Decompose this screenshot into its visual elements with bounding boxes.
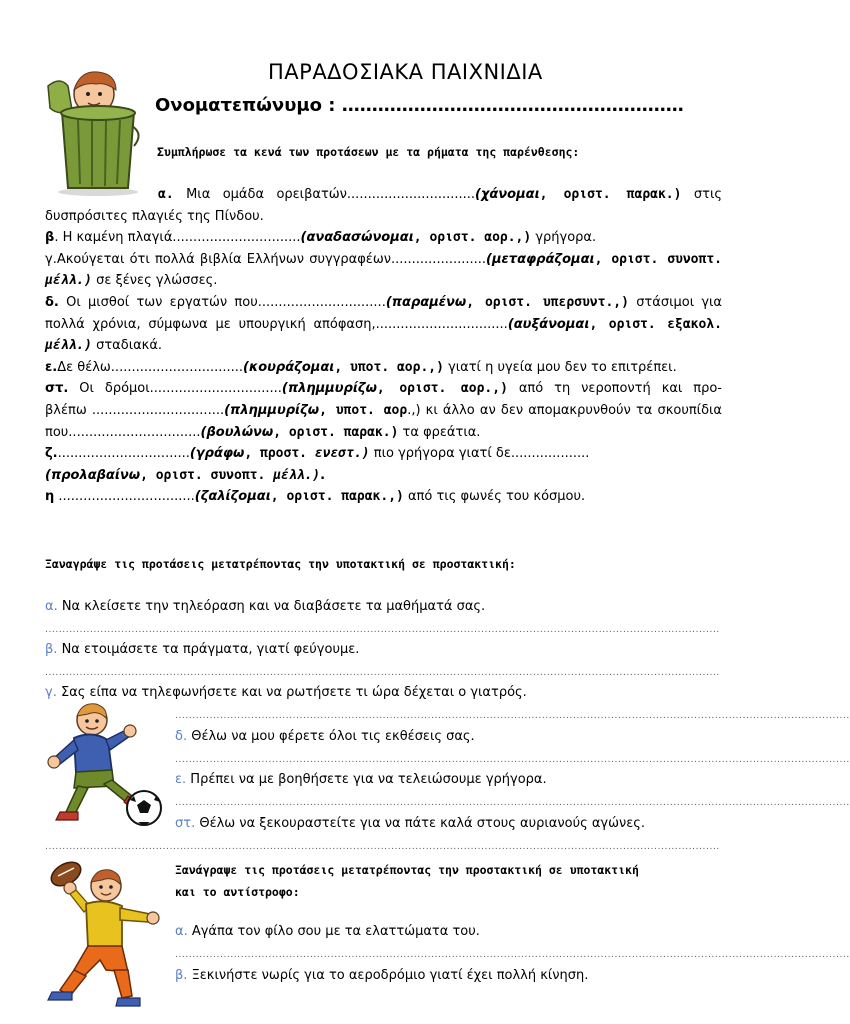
name-dots: ………………………………………………… xyxy=(341,95,684,116)
boy-kicking-ball-icon xyxy=(44,700,166,832)
answer-line[interactable]: ................................................................................................................................................................................................... xyxy=(45,668,720,678)
sentence-c-line1: γ.Ακούγεται ότι πολλά βιβλία Ελλήνων συγγραφέων.......................(μεταφράζομαι, οριστ. συνοπτ. xyxy=(45,251,722,267)
sentence-c-line2: μέλλ.) σε ξένες γλώσσες. xyxy=(45,273,218,289)
section2-instruction: Ξαναγράψε τις προτάσεις μετατρέποντας την υποτακτική σε προστακτική: xyxy=(45,557,516,571)
sentence-z-line1: ζ.................................(γράφω, προστ. ενεστ.) πιο γρήγορα γιατί δε................... xyxy=(45,446,590,462)
s2-item-b: β. Να ετοιμάσετε τα πράγματα, γιατί φεύγουμε. xyxy=(45,642,360,657)
section1-instruction: Συμπλήρωσε τα κενά των προτάσεων με τα ρήματα της παρένθεσης: xyxy=(157,145,580,159)
sentence-d-line1: δ. Οι μισθοί των εργατών που...............................(παραμένω, οριστ. υπερσυντ.,) στάσιμοι για xyxy=(45,294,722,310)
s2-item-c: γ. Σας είπα να τηλεφωνήσετε και να ρωτήσετε τι ώρα δέχεται ο γιατρός. xyxy=(45,685,527,700)
s2-item-e: ε. Πρέπει να με βοηθήσετε για να τελειώσουμε γρήγορα. xyxy=(175,772,547,787)
sentence-e: ε.Δε θέλω................................(κουράζομαι, υποτ. αορ.,) γιατί η υγεία μου δεν το επιτρέπει. xyxy=(45,359,677,375)
boy-throwing-football-icon xyxy=(44,852,164,1022)
sentence-d-line3: μέλλ.) σταδιακά. xyxy=(45,338,163,354)
answer-line[interactable]: ................................................................................................................................................................................................... xyxy=(175,798,850,808)
sentence-b: β. Η καμένη πλαγιά...............................(αναδασώνομαι, οριστ. αορ.,) γρήγορα. xyxy=(45,230,597,246)
sentence-st-line1: στ. Οι δρόμοι................................(πλημμυρίζω, οριστ. αορ.,) από τη νεροποντή και προ- xyxy=(45,381,722,397)
s2-item-st: στ. Θέλω να ξεκουραστείτε για να πάτε καλά στους αυριανούς αγώνες. xyxy=(175,816,646,831)
boy-in-trash-can-icon xyxy=(44,56,152,196)
name-label: Ονοματεπώνυμο : xyxy=(155,95,336,116)
sentence-z-line2: (προλαβαίνω, οριστ. συνοπτ. μέλλ.). xyxy=(45,467,326,483)
section3-instruction: Ξανάγραψε τις προτάσεις μετατρέποντας την προστακτική σε υποτακτική και το αντίστροφο: xyxy=(175,863,639,899)
answer-line[interactable]: ................................................................................................................................................................................................... xyxy=(175,711,850,721)
sentence-a-line2: δυσπρόσιτες πλαγιές της Πίνδου. xyxy=(45,208,264,224)
section1-exercise xyxy=(45,184,722,508)
sentence-st-line3: που................................(βουλώνω, οριστ. παρακ.) τα φρεάτια. xyxy=(45,424,481,440)
sentence-h: η .................................(ζαλίζομαι, οριστ. παρακ.,) από τις φωνές του κόσμου. xyxy=(45,489,586,505)
s3-item-b: β. Ξεκινήστε νωρίς για το αεροδρόμιο γιατί έχει πολλή κίνηση. xyxy=(175,968,589,983)
sentence-st-line2: βλέπω ................................(πλημμυρίζω, υποτ. αορ.,) κι άλλο αν δεν απομακρυνθούν τα σκουπίδια xyxy=(45,402,723,418)
s3-item-a: α. Αγάπα τον φίλο σου με τα ελαττώματα του. xyxy=(175,924,480,939)
sentence-a-line1: α. Μια ομάδα ορειβατών...............................(χάνομαι, οριστ. παρακ.) στις xyxy=(158,187,722,202)
s2-item-d: δ. Θέλω να μου φέρετε όλοι τις εκθέσεις σας. xyxy=(175,729,475,744)
sentence-d-line2: πολλά χρόνια, σύμφωνα με υπουργική απόφαση,................................(αυξάνομαι, οριστ. εξακολ. xyxy=(45,316,722,332)
s2-item-a: α. Να κλείσετε την τηλεόραση και να διαβάσετε τα μαθήματά σας. xyxy=(45,599,486,614)
answer-line[interactable]: ................................................................................................................................................................................................... xyxy=(175,755,850,765)
page-title: ΠΑΡΑΔΟΣΙΑΚΑ ΠΑΙΧΝΙΔΙΑ xyxy=(268,60,543,84)
answer-line[interactable]: ................................................................................................................................................................................................... xyxy=(175,950,850,960)
name-field xyxy=(155,95,684,116)
answer-line[interactable]: ................................................................................................................................................................................................... xyxy=(45,842,720,852)
answer-line[interactable]: ................................................................................................................................................................................................... xyxy=(45,625,720,635)
